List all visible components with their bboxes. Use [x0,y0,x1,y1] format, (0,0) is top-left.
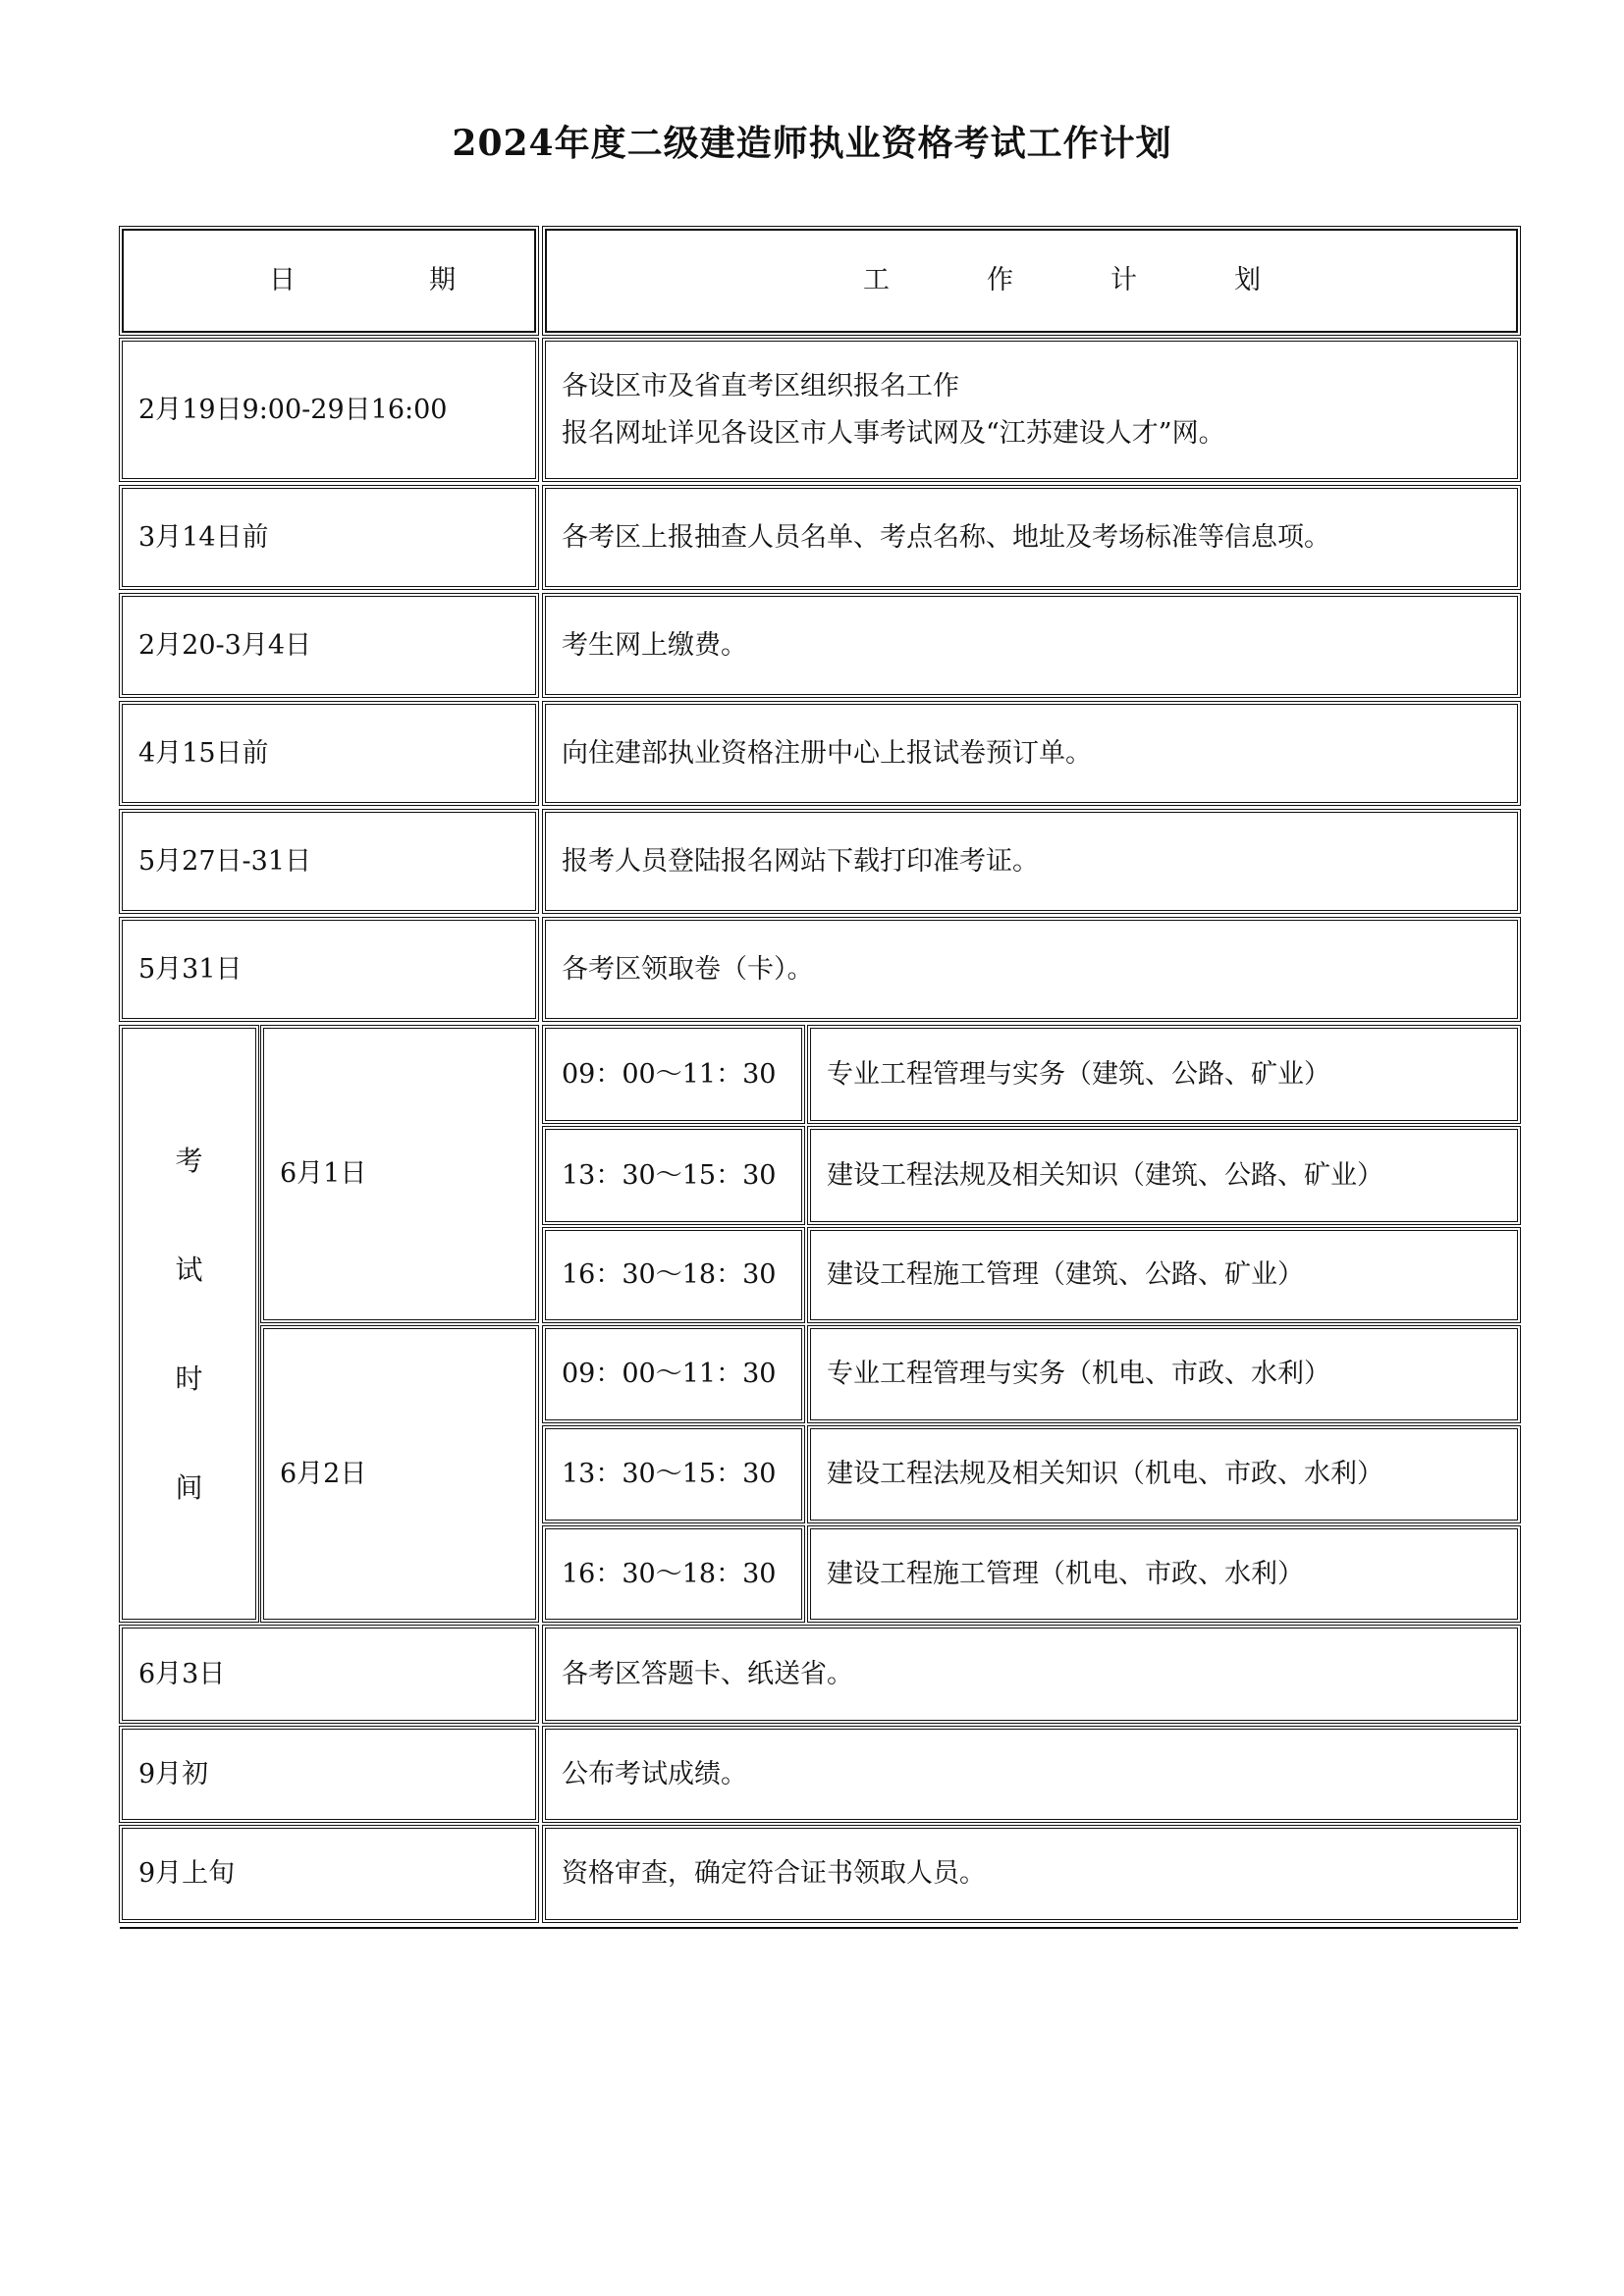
session-subject-cell [810,1528,1518,1620]
table-row-plan [545,812,1518,911]
row-date-text: 2月20-3月4日 [138,629,312,661]
header-date-cell [122,229,536,333]
exam-label-char: 时 [175,1362,203,1395]
table-row-date [122,704,536,803]
session-subject: 建设工程法规及相关知识（建筑、公路、矿业） [827,1159,1383,1191]
header-date-char: 日 [269,265,296,296]
exam-label-char: 考 [175,1144,203,1177]
session-time-cell [545,1028,802,1121]
header-plan-char: 作 [987,265,1013,296]
row-date-text: 6月3日 [138,1658,226,1689]
exam-time-label-cell [122,1028,256,1620]
table-row-plan [545,1729,1518,1820]
session-time-cell [545,1129,802,1222]
session-time-cell [545,1428,802,1521]
table-row-date [122,920,536,1019]
session-subject-cell [810,1328,1518,1420]
session-time: 16：30～18：30 [562,1259,777,1291]
table-row-date [122,812,536,911]
header-plan-char: 划 [1234,265,1261,296]
row-plan-line: 公布考试成绩。 [562,1758,747,1789]
row-date-text: 2月19日9:00-29日16:00 [138,394,448,425]
table-row-plan [545,341,1518,479]
row-plan-line: 各设区市及省直考区组织报名工作 [562,370,959,401]
session-subject-cell [810,1428,1518,1521]
header-plan-char: 工 [863,265,890,296]
table-row-plan [545,920,1518,1019]
session-time: 13：30～15：30 [562,1159,777,1191]
session-subject-cell [810,1129,1518,1222]
row-date-text: 3月14日前 [138,521,269,553]
table-row-plan [545,596,1518,695]
row-plan-line: 各考区领取卷（卡）。 [562,953,814,985]
row-plan-line: 考生网上缴费。 [562,629,747,661]
row-date-text: 9月上旬 [138,1858,236,1890]
table-row-date [122,488,536,587]
table-row-date [122,341,536,479]
table-row-date [122,1628,536,1721]
table-row-plan [545,488,1518,587]
table-row-date [122,596,536,695]
session-subject: 专业工程管理与实务（机电、市政、水利） [827,1359,1330,1390]
table-row-date [122,1828,536,1920]
session-subject: 建设工程施工管理（建筑、公路、矿业） [827,1259,1304,1291]
header-plan-cell [545,229,1518,333]
header-plan-char: 计 [1110,265,1137,296]
row-plan-line: 向住建部执业资格注册中心上报试卷预订单。 [562,737,1092,769]
row-date-text: 4月15日前 [138,737,269,769]
row-date-text: 5月31日 [138,953,243,985]
exam-day-date-cell [263,1328,536,1620]
session-time-cell [545,1230,802,1320]
session-time-cell [545,1328,802,1420]
page-title: 2024年度二级建造师执业资格考试工作计划 [452,123,1172,164]
exam-label-char: 间 [175,1470,203,1504]
table-bottom-rule [120,1927,1518,1929]
exam-label-char: 试 [175,1253,203,1286]
session-subject-cell [810,1028,1518,1121]
exam-day-date: 6月2日 [280,1458,367,1489]
session-time: 09：00～11：30 [562,1359,777,1390]
session-subject: 专业工程管理与实务（建筑、公路、矿业） [827,1058,1330,1090]
row-plan-line: 报考人员登陆报名网站下载打印准考证。 [562,845,1039,877]
session-time: 16：30～18：30 [562,1558,777,1589]
row-plan-line: 资格审查，确定符合证书领取人员。 [562,1858,986,1890]
session-time: 13：30～15：30 [562,1459,777,1490]
exam-day-date-cell [263,1028,536,1320]
session-time-cell [545,1528,802,1620]
row-date-text: 9月初 [138,1758,209,1789]
session-subject: 建设工程法规及相关知识（机电、市政、水利） [827,1459,1383,1490]
table-row-plan [545,1628,1518,1721]
row-plan-line: 报名网址详见各设区市人事考试网及“江苏建设人才”网。 [562,417,1225,449]
session-subject-cell [810,1230,1518,1320]
row-plan-line: 各考区上报抽查人员名单、考点名称、地址及考场标准等信息项。 [562,521,1330,553]
row-plan-line: 各考区答题卡、纸送省。 [562,1658,853,1689]
row-date-text: 5月27日-31日 [138,845,312,877]
session-time: 09：00～11：30 [562,1058,777,1090]
table-row-date [122,1729,536,1820]
session-subject: 建设工程施工管理（机电、市政、水利） [827,1558,1304,1589]
table-row-plan [545,704,1518,803]
table-row-plan [545,1828,1518,1920]
exam-day-date: 6月1日 [280,1158,367,1190]
header-date-char: 期 [429,265,456,296]
